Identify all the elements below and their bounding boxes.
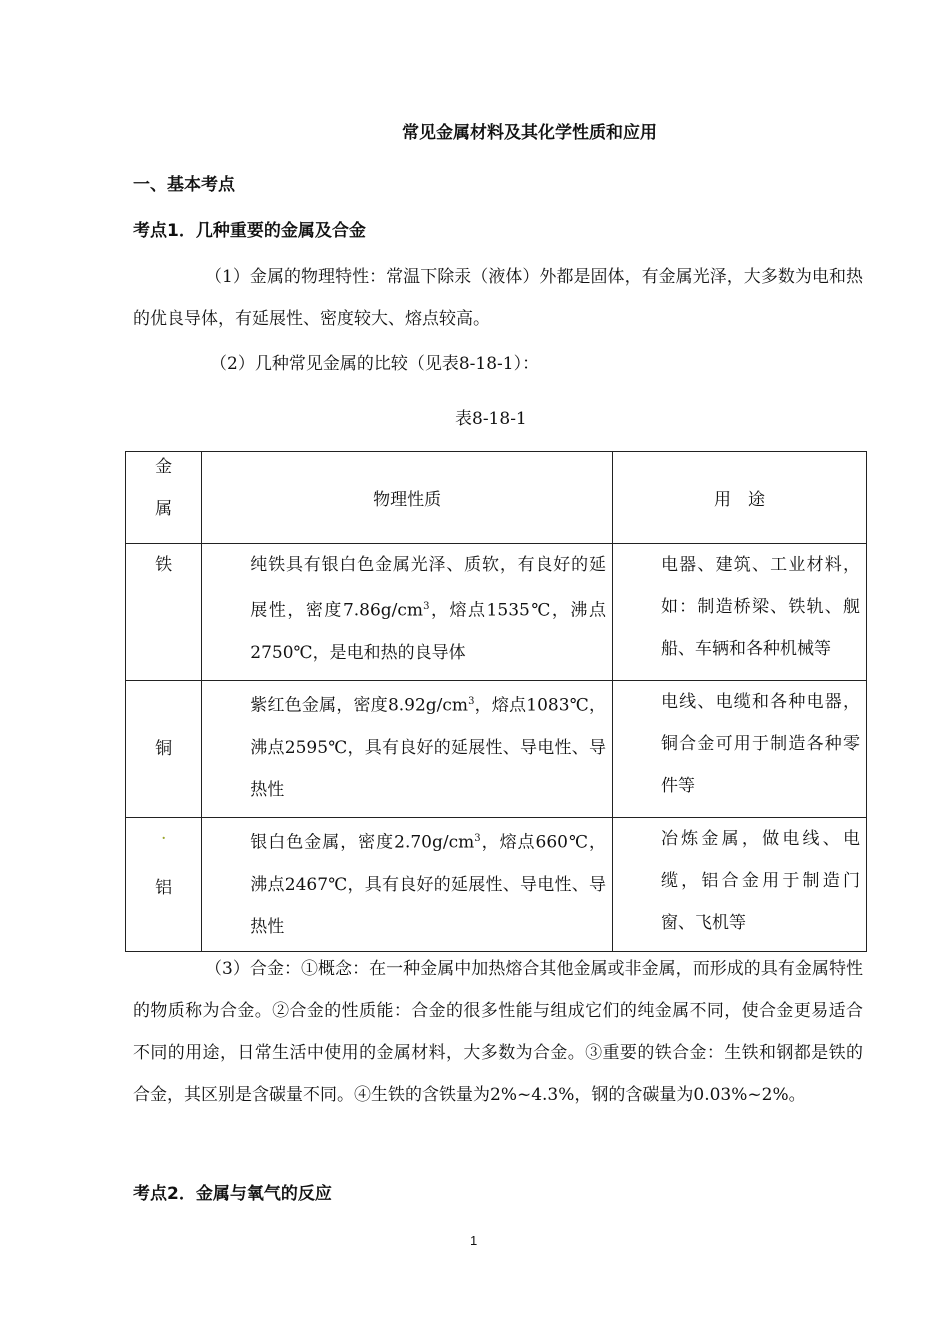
use-cell: 电线、电缆和各种电器，铜合金可用于制造各种零件等 [612, 681, 866, 818]
metal-name-aluminum: . 铝 [126, 818, 202, 952]
header-property: 物理性质 [202, 452, 613, 544]
table-header-row [126, 452, 867, 544]
table-caption: 表8-18-1 [455, 409, 527, 429]
property-cell: 紫红色金属，密度$8.92g/cm^3$，熔点1083℃，沸点2595℃，具有良好的延展性、导电性、导热性 [202, 681, 613, 818]
header-metal-char-1: 金 [155, 457, 173, 477]
stray-dot-mark: . [160, 824, 167, 844]
table-row [126, 681, 867, 818]
property-cell: 纯铁具有银白色金属光泽、质软，有良好的延展性，密度$7.86g/cm^3$，熔点1535℃，沸点2750℃，是电和热的良导体 [202, 544, 613, 681]
table-row [126, 544, 867, 681]
property-cell: 银白色金属，密度$2.70g/cm^3$，熔点660℃，沸点2467℃，具有良好的延展性、导电性、导热性 [202, 818, 613, 952]
use-cell: 冶炼金属，做电线、电缆，铝合金用于制造门窗、飞机等 [612, 818, 866, 952]
table-row [126, 818, 867, 952]
paragraph-physical-properties: （1）金属的物理特性：常温下除汞（液体）外都是固体，有金属光泽，大多数为电和热的优良导体，有延展性、密度较大、熔点较高。 [133, 267, 863, 329]
page-number: 1 [470, 1233, 478, 1248]
header-use: 用 途 [612, 452, 866, 544]
metal-name-iron: 铁 [126, 544, 202, 681]
point-heading-1: 考点1．几种重要的金属及合金 [133, 221, 366, 241]
paragraph-alloys: （3）合金：①概念：在一种金属中加热熔合其他金属或非金属，而形成的具有金属特性的物质称为合金。②合金的性质能：合金的很多性能与组成它们的纯金属不同，使合金更易适合不同的用途，日常生活中使用的金属材料，大多数为合金。③重要的铁合金：生铁和钢都是铁的合金，其区别是含碳量不同。④生铁的含铁量为2%~4.3%，钢的含碳量为0.03%~2%。 [133, 959, 863, 1105]
paragraph-comparison-intro: （2）几种常见金属的比较（见表8-18-1）： [210, 354, 540, 374]
header-metal-char-2: 属 [155, 499, 173, 519]
metal-name-copper: 铜 [126, 681, 202, 818]
section-heading: 一、基本考点 [133, 175, 235, 195]
point-heading-2: 考点2．金属与氧气的反应 [133, 1184, 332, 1204]
header-metal [126, 452, 202, 544]
use-cell: 电器、建筑、工业材料，如：制造桥梁、铁轨、舰船、车辆和各种机械等 [612, 544, 866, 681]
metals-table [125, 451, 867, 952]
page-title: 常见金属材料及其化学性质和应用 [402, 123, 657, 143]
